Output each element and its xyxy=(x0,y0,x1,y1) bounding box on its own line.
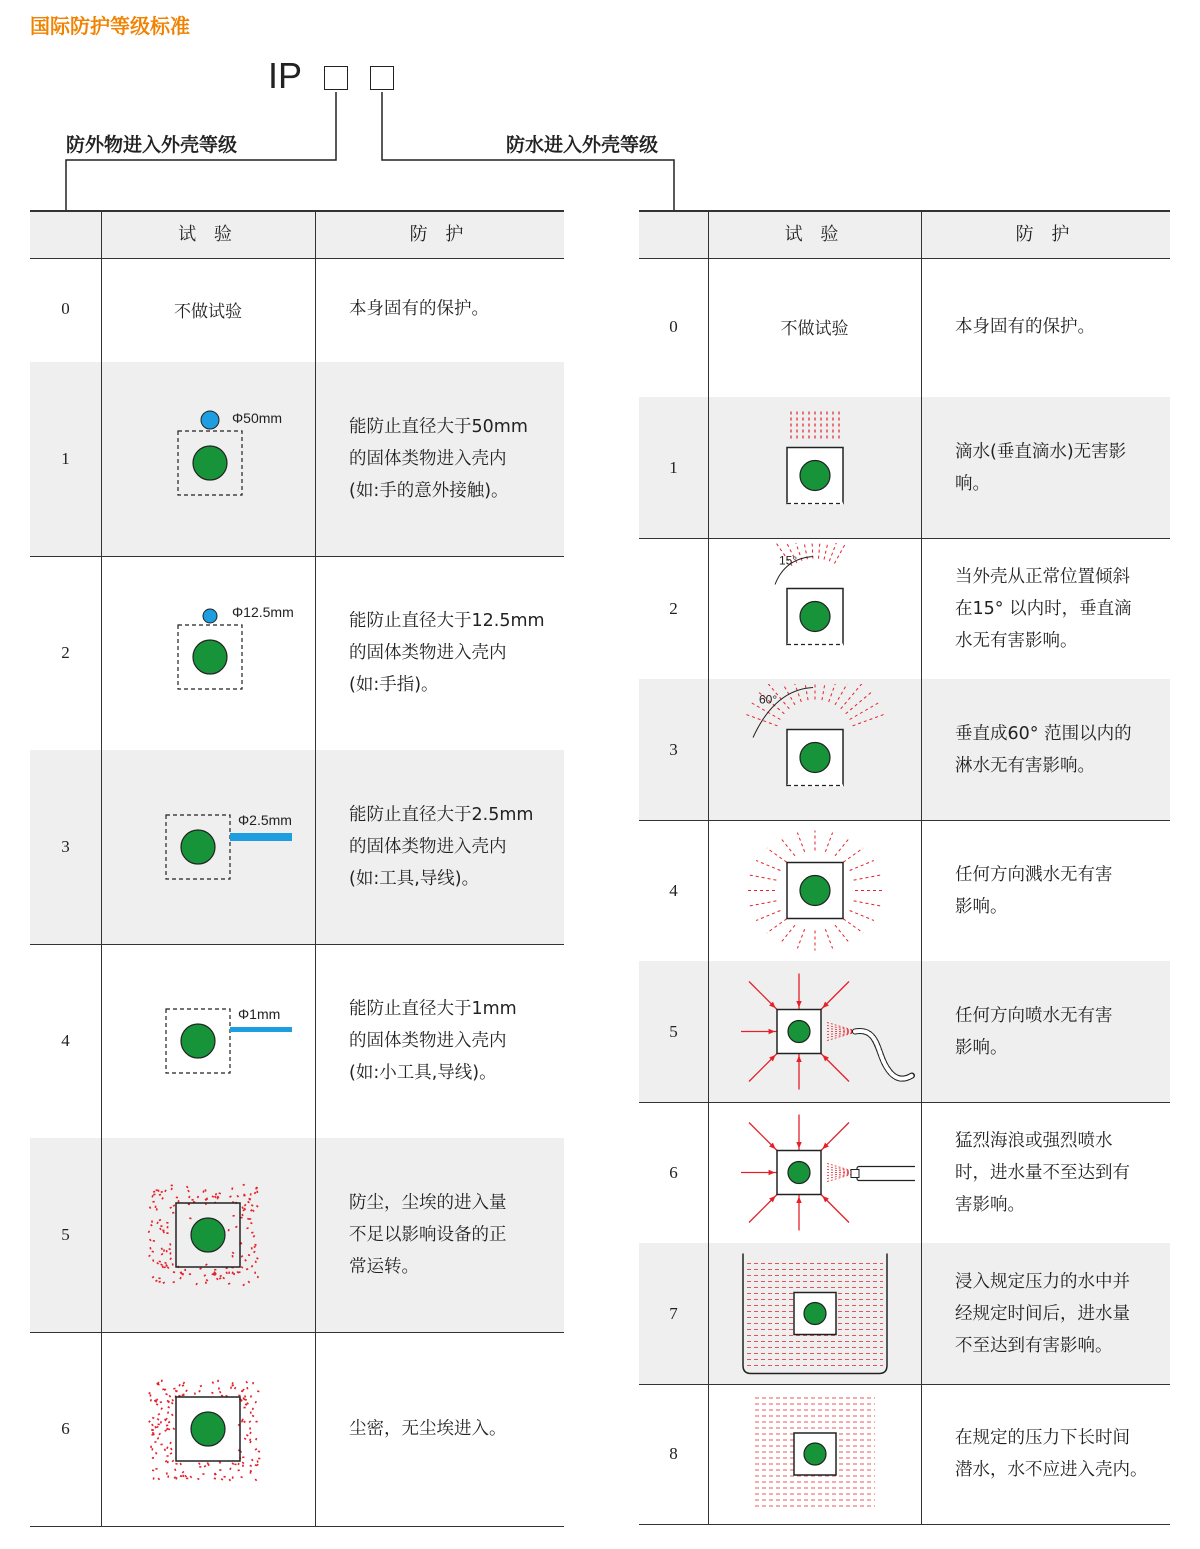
level-number: 0 xyxy=(669,316,678,336)
protection-cell xyxy=(349,256,558,362)
protection-text: 垂直成60° 范围以内的 淋水无有害影响。 xyxy=(955,723,1132,776)
header-protect: 防 护 xyxy=(1015,224,1076,245)
vertical-drips xyxy=(791,412,839,440)
protection-text: 当外壳从正常位置倾斜 在15° 以内时，垂直滴 水无有害影响。 xyxy=(955,566,1132,651)
column-divider xyxy=(315,210,316,1526)
protection-cell xyxy=(955,679,1164,820)
ip-code-label: IP xyxy=(268,55,303,96)
protection-cell xyxy=(955,961,1164,1102)
water-section-label: 防水进入外壳等级 xyxy=(506,134,659,156)
table-row xyxy=(639,820,1170,962)
level-number: 1 xyxy=(669,457,678,477)
protection-text: 任何方向喷水无有害 影响。 xyxy=(955,1005,1113,1058)
test-cell xyxy=(708,397,921,538)
enclosure-core xyxy=(191,1218,225,1252)
test-illustration xyxy=(108,757,308,937)
test-cell xyxy=(708,820,921,961)
protection-text: 防尘，尘埃的进入量 不足以影响设备的正 常运转。 xyxy=(349,1193,507,1277)
header-protect: 防 护 xyxy=(409,224,470,245)
test-illustration xyxy=(108,1339,308,1519)
protection-cell xyxy=(349,1138,558,1332)
header-test: 试 验 xyxy=(784,224,845,245)
test-illustration xyxy=(108,563,308,743)
enclosure-core xyxy=(800,602,830,632)
protection-cell xyxy=(955,538,1164,679)
level-number: 3 xyxy=(61,837,70,856)
table-row xyxy=(639,397,1170,539)
level-number: 6 xyxy=(669,1162,678,1182)
test-cell xyxy=(708,538,921,679)
protection-cell xyxy=(349,1332,558,1526)
test-cell xyxy=(708,1243,921,1384)
protection-cell xyxy=(955,397,1164,538)
protection-cell xyxy=(955,820,1164,961)
table-row xyxy=(639,1384,1170,1525)
level-number: 8 xyxy=(669,1444,678,1463)
enclosure-core xyxy=(800,876,830,906)
level-number: 3 xyxy=(669,739,678,759)
water-protection-table xyxy=(639,210,1170,1532)
table-row xyxy=(30,1138,564,1333)
protection-text: 能防止直径大于1mm 的固体类物进入壳内 (如:小工具,导线)。 xyxy=(349,999,517,1083)
enclosure-core xyxy=(804,1443,826,1465)
test-cell xyxy=(101,1332,315,1526)
protection-cell xyxy=(349,944,558,1138)
table-row xyxy=(639,256,1170,398)
table-row xyxy=(30,362,564,557)
nozzle-spray xyxy=(827,1164,853,1182)
table-row xyxy=(639,679,1170,821)
test-cell xyxy=(101,362,315,556)
test-cell xyxy=(708,679,921,820)
test-cell xyxy=(708,256,921,397)
test-cell xyxy=(708,1102,921,1243)
protection-text: 任何方向溅水无有害 影响。 xyxy=(955,864,1113,917)
table-row xyxy=(639,1243,1170,1385)
diameter-label: Φ12.5mm xyxy=(232,604,294,620)
level-number: 0 xyxy=(61,299,70,318)
test-illustration xyxy=(715,543,915,674)
protection-cell xyxy=(955,1243,1164,1384)
diameter-label: Φ2.5mm xyxy=(238,812,292,828)
test-illustration xyxy=(108,369,308,549)
header-test: 试 验 xyxy=(178,224,238,245)
level-number: 7 xyxy=(669,1303,678,1323)
table-row xyxy=(30,750,564,945)
protection-text: 能防止直径大于50mm 的固体类物进入壳内 (如:手的意外接触)。 xyxy=(349,417,528,501)
table-row xyxy=(30,556,564,751)
protection-text: 尘密，无尘埃进入。 xyxy=(349,1419,507,1439)
protection-cell xyxy=(955,1102,1164,1243)
test-cell xyxy=(101,1138,315,1332)
column-divider xyxy=(101,210,102,1526)
test-illustration xyxy=(715,684,915,815)
enclosure-core xyxy=(804,1303,826,1325)
table-header xyxy=(639,210,1170,259)
enclosure-core xyxy=(181,1024,215,1058)
test-illustration xyxy=(715,1248,915,1379)
enclosure-core xyxy=(800,461,830,491)
solid-protection-table xyxy=(30,210,564,1532)
test-illustration xyxy=(715,825,915,956)
protection-cell xyxy=(955,1384,1164,1524)
test-wire xyxy=(230,833,292,841)
test-cell xyxy=(101,750,315,944)
test-illustration xyxy=(715,1389,915,1519)
enclosure-core xyxy=(788,1162,810,1184)
test-cell xyxy=(101,256,315,362)
protection-cell xyxy=(349,750,558,944)
angle-label: 15° xyxy=(778,553,797,568)
table-row xyxy=(639,1102,1170,1244)
test-text: 不做试验 xyxy=(780,319,849,339)
solid-section-label: 防外物进入外壳等级 xyxy=(66,134,238,156)
diameter-label: Φ1mm xyxy=(238,1006,281,1022)
protection-text: 本身固有的保护。 xyxy=(349,299,489,319)
level-number: 2 xyxy=(61,643,70,662)
table-row xyxy=(30,944,564,1139)
protection-text: 能防止直径大于12.5mm 的固体类物进入壳内 (如:手指)。 xyxy=(349,611,545,695)
column-divider xyxy=(921,210,922,1524)
test-wire xyxy=(230,1027,292,1032)
test-text: 不做试验 xyxy=(174,301,242,322)
level-number: 4 xyxy=(669,880,678,900)
protection-text: 浸入规定压力的水中并 经规定时间后，进水量 不至达到有害影响。 xyxy=(955,1271,1130,1356)
enclosure-core xyxy=(191,1412,225,1446)
protection-cell xyxy=(349,556,558,750)
test-illustration xyxy=(715,1107,915,1238)
table-row xyxy=(30,256,564,363)
table-row xyxy=(639,538,1170,680)
test-cell xyxy=(708,1384,921,1524)
column-divider xyxy=(708,210,709,1524)
enclosure-core xyxy=(181,830,215,864)
protection-text: 在规定的压力下长时间 潜水，水不应进入壳内。 xyxy=(955,1428,1148,1480)
enclosure-core xyxy=(788,1021,810,1043)
protection-text: 滴水(垂直滴水)无害影 响。 xyxy=(955,441,1127,494)
test-sphere xyxy=(201,411,219,429)
protection-text: 本身固有的保护。 xyxy=(955,316,1095,337)
nozzle-spray xyxy=(827,1023,853,1041)
level-number: 5 xyxy=(669,1021,678,1041)
test-cell xyxy=(708,961,921,1102)
protection-cell xyxy=(955,256,1164,397)
diameter-label: Φ50mm xyxy=(232,410,283,426)
table-row xyxy=(30,1332,564,1527)
enclosure-core xyxy=(800,743,830,773)
enclosure-core xyxy=(193,640,227,674)
high-pressure-nozzle xyxy=(857,1167,915,1181)
table-row xyxy=(639,961,1170,1103)
enclosure-core xyxy=(193,446,227,480)
test-cell xyxy=(101,556,315,750)
level-number: 6 xyxy=(61,1419,70,1438)
test-illustration xyxy=(108,951,308,1131)
level-number: 4 xyxy=(61,1031,70,1050)
test-illustration xyxy=(715,966,915,1097)
angle-label: 60° xyxy=(758,692,777,707)
level-number: 5 xyxy=(61,1225,70,1244)
ip-second-digit-box xyxy=(370,66,394,90)
protection-text: 猛烈海浪或强烈喷水 时，进水量不至达到有 害影响。 xyxy=(955,1130,1130,1215)
page-title: 国际防护等级标准 xyxy=(30,14,190,38)
hose xyxy=(855,1031,912,1079)
table-header xyxy=(30,210,564,259)
test-cell xyxy=(101,944,315,1138)
level-number: 2 xyxy=(669,598,678,618)
test-sphere xyxy=(203,609,217,623)
ip-first-digit-box xyxy=(324,66,348,90)
protection-cell xyxy=(349,362,558,556)
test-illustration xyxy=(108,1145,308,1325)
protection-text: 能防止直径大于2.5mm 的固体类物进入壳内 (如:工具,导线)。 xyxy=(349,805,534,889)
test-illustration xyxy=(715,402,915,533)
level-number: 1 xyxy=(61,449,70,468)
